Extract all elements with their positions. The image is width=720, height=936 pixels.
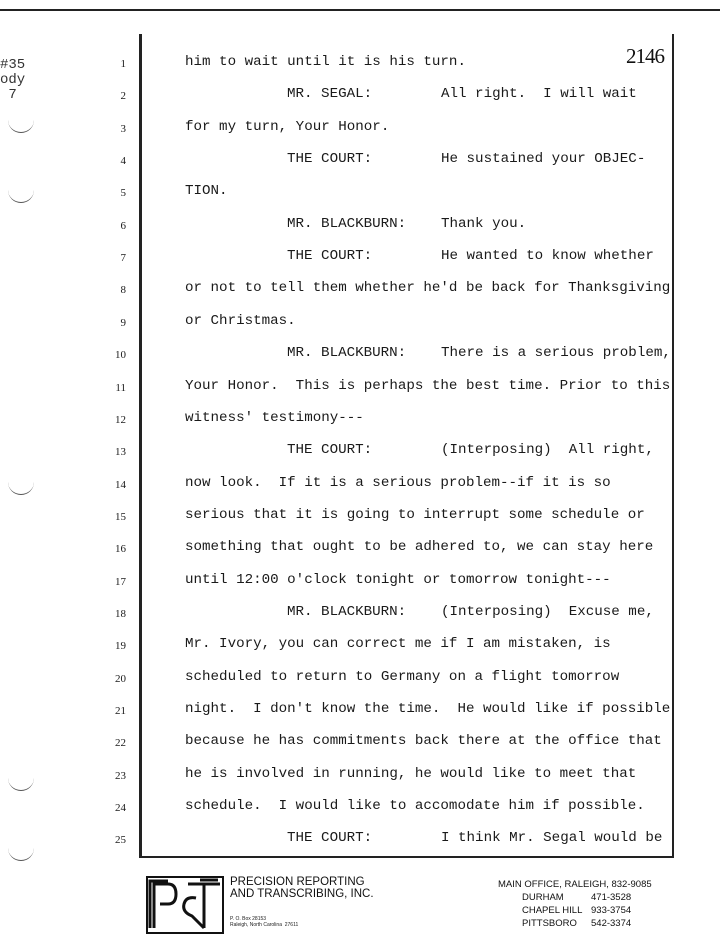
line-number: 13	[115, 446, 126, 459]
page-border-bottom	[139, 856, 674, 858]
transcript-line	[0, 572, 720, 594]
line-number: 10	[115, 349, 126, 362]
line-text: for my turn, Your Honor.	[185, 118, 390, 135]
line-number: 3	[120, 122, 126, 135]
office-row	[498, 918, 652, 930]
transcript-line	[0, 313, 720, 335]
line-number: 22	[115, 737, 126, 750]
transcript-line	[0, 280, 720, 302]
transcript-line	[0, 507, 720, 529]
transcript-line	[0, 216, 720, 238]
transcript-line	[0, 830, 720, 852]
line-text: schedule. I would like to accomodate him if possible.	[185, 798, 645, 815]
line-text: He sustained your OBJEC-	[441, 151, 646, 168]
line-text: Mr. Ivory, you can correct me if I am mistaken, is	[185, 636, 611, 653]
transcript-line	[0, 183, 720, 205]
transcript-line	[0, 151, 720, 173]
transcript-line	[0, 798, 720, 820]
line-number: 9	[120, 316, 126, 329]
speaker-label: THE COURT:	[287, 442, 373, 459]
line-text: I think Mr. Segal would be	[441, 830, 663, 847]
margin-note-line: ody	[0, 72, 26, 88]
transcript-line	[0, 701, 720, 723]
line-text: or Christmas.	[185, 312, 296, 329]
line-number: 12	[115, 413, 126, 426]
line-text: (Interposing) Excuse me,	[441, 603, 654, 620]
footer	[0, 870, 720, 936]
logo-text: P&T.	[186, 931, 189, 932]
line-text: because he has commitments back there at the office that	[185, 733, 662, 750]
line-number: 5	[120, 187, 126, 200]
top-rule	[0, 9, 720, 11]
line-text: until 12:00 o'clock tonight or tomorrow tonight---	[185, 571, 611, 588]
office-city: CHAPEL HILL	[522, 905, 583, 916]
line-text: or not to tell them whether he'd be back for Thanksgiving	[185, 280, 671, 297]
firm-city: Raleigh, North Carolina 27611	[230, 922, 299, 928]
transcript-line	[0, 669, 720, 691]
margin-note-line: 7	[0, 87, 17, 103]
transcript-line	[0, 636, 720, 658]
line-number: 7	[120, 252, 126, 265]
office-phone: 471-3528	[591, 892, 632, 903]
line-number: 6	[120, 219, 126, 232]
speaker-label: THE COURT:	[287, 830, 373, 847]
line-number: 2	[120, 90, 126, 103]
line-text: he is involved in running, he would like to meet that	[185, 765, 637, 782]
line-number: 18	[115, 607, 126, 620]
office-row	[498, 892, 652, 904]
firm-name-line-1: PRECISION REPORTING	[230, 876, 365, 888]
speaker-label: MR. BLACKBURN:	[287, 603, 407, 620]
transcript-line	[0, 475, 720, 497]
line-text: All right. I will wait	[441, 86, 637, 103]
reporting-firm-logo	[146, 876, 224, 934]
line-number: 16	[115, 543, 126, 556]
line-number: 23	[115, 769, 126, 782]
speaker-label: THE COURT:	[287, 248, 373, 265]
line-text: scheduled to return to Germany on a flight tomorrow	[185, 668, 620, 685]
line-text: He wanted to know whether	[441, 248, 654, 265]
line-text: now look. If it is a serious problem--if it is so	[185, 474, 611, 491]
office-list	[498, 878, 652, 930]
line-text: Your Honor. This is perhaps the best time. Prior to this	[185, 377, 671, 394]
line-text: (Interposing) All right,	[441, 442, 654, 459]
transcript-line	[0, 410, 720, 432]
office-phone: 542-3374	[591, 918, 632, 929]
line-number: 19	[115, 640, 126, 653]
transcript-line	[0, 442, 720, 464]
line-text: serious that it is going to interrupt some schedule or	[185, 506, 645, 523]
transcript-line	[0, 539, 720, 561]
speaker-label: THE COURT:	[287, 151, 373, 168]
line-number: 1	[120, 58, 126, 70]
line-text: witness' testimony---	[185, 409, 364, 426]
line-number: 11	[115, 381, 126, 394]
line-text: There is a serious problem,	[441, 345, 671, 362]
page-number: 2146	[626, 44, 664, 68]
line-text: him to wait until it is his turn.	[185, 54, 466, 70]
line-text: TION.	[185, 183, 228, 200]
transcript-line	[0, 345, 720, 367]
transcript-line	[0, 248, 720, 270]
office-row	[498, 905, 652, 917]
line-text: night. I don't know the time. He would like if possible	[185, 701, 671, 717]
firm-address	[230, 916, 298, 928]
office-phone: 933-3754	[591, 905, 632, 916]
speaker-label: MR. BLACKBURN:	[287, 215, 407, 232]
line-number: 20	[115, 672, 126, 685]
transcript-line	[0, 733, 720, 755]
office-city: PITTSBORO	[522, 918, 577, 929]
line-number: 8	[120, 284, 126, 297]
line-text: Thank you.	[441, 215, 527, 232]
line-number: 24	[115, 802, 126, 815]
firm-name	[230, 876, 374, 900]
office-city: DURHAM	[522, 892, 564, 903]
line-number: 25	[115, 834, 126, 847]
line-number: 4	[120, 155, 126, 168]
po-box: P. O. Box 28153	[230, 916, 267, 922]
transcript-line	[0, 86, 720, 108]
line-number: 15	[115, 510, 126, 523]
main-office: MAIN OFFICE, RALEIGH, 832-9085	[498, 879, 652, 890]
margin-note-line: #35	[0, 57, 26, 73]
transcript-line	[0, 378, 720, 400]
speaker-label: MR. SEGAL:	[287, 86, 373, 103]
line-number: 17	[115, 575, 126, 588]
speaker-label: MR. BLACKBURN:	[287, 345, 407, 362]
line-number: 21	[115, 705, 126, 717]
line-text: something that ought to be adhered to, we can stay here	[185, 539, 654, 556]
firm-name-line-2: AND TRANSCRIBING, INC.	[230, 888, 374, 900]
line-number: 14	[115, 478, 126, 491]
transcript-line	[0, 766, 720, 788]
transcript-line	[0, 54, 720, 76]
transcript-line	[0, 119, 720, 141]
transcript-line	[0, 604, 720, 626]
